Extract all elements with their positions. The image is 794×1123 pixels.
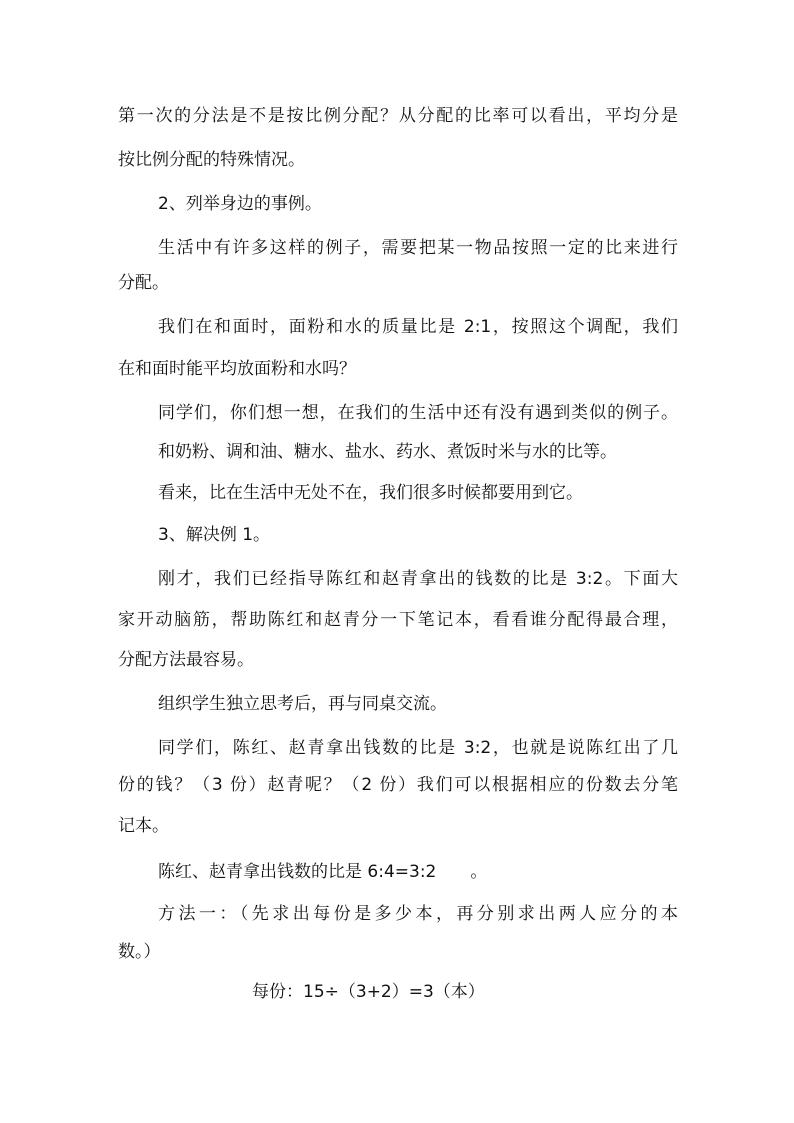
paragraph-line: 我们在和面时，面粉和水的质量比是 2:1，按照这个调配，我们 [158, 317, 678, 337]
paragraph-line: 组织学生独立思考后，再与同桌交流。 [158, 694, 447, 714]
section-heading: 3、解决例 1。 [158, 525, 271, 545]
paragraph-line: 同学们，你们想一想，在我们的生活中还有没有遇到类似的例子。 [158, 403, 678, 423]
paragraph-line: 看来，比在生活中无处不在，我们很多时候都要用到它。 [158, 483, 583, 503]
paragraph-line: 生活中有许多这样的例子，需要把某一物品按照一定的比来进行 [158, 238, 678, 258]
paragraph-line: 和奶粉、调和油、糖水、盐水、药水、煮饭时米与水的比等。 [158, 442, 617, 462]
paragraph-line: 在和面时能平均放面粉和水吗？ [118, 359, 356, 379]
paragraph-line: 方法一：（先求出每份是多少本，再分别求出两人应分的本 [158, 904, 678, 924]
paragraph-line: 分配。 [118, 273, 169, 293]
paragraph-line: 份的钱？（3 份）赵青呢？（2 份）我们可以根据相应的份数去分笔 [118, 775, 678, 795]
paragraph-line: 第一次的分法是不是按比例分配？从分配的比率可以看出，平均分是 [118, 106, 678, 126]
paragraph-line: 数。） [118, 942, 161, 962]
paragraph-line: 按比例分配的特殊情况。 [118, 150, 305, 170]
section-heading: 2、列举身边的事例。 [158, 194, 322, 214]
paragraph-line: 记本。 [118, 816, 169, 836]
formula-line: 每份：15÷（3+2）=3（本） [252, 982, 485, 1002]
paragraph-line: 分配方法最容易。 [118, 650, 254, 670]
paragraph-line: 同学们，陈红、赵青拿出钱数的比是 3:2，也就是说陈红出了几 [158, 738, 678, 758]
paragraph-line: 家开动脑筋，帮助陈红和赵青分一下笔记本，看看谁分配得最合理， [118, 610, 678, 630]
paragraph-line: 刚才，我们已经指导陈红和赵青拿出的钱数的比是 3:2。下面大 [158, 569, 678, 589]
paragraph-line: 陈红、赵青拿出钱数的比是 6:4=3:2 。 [158, 862, 488, 882]
